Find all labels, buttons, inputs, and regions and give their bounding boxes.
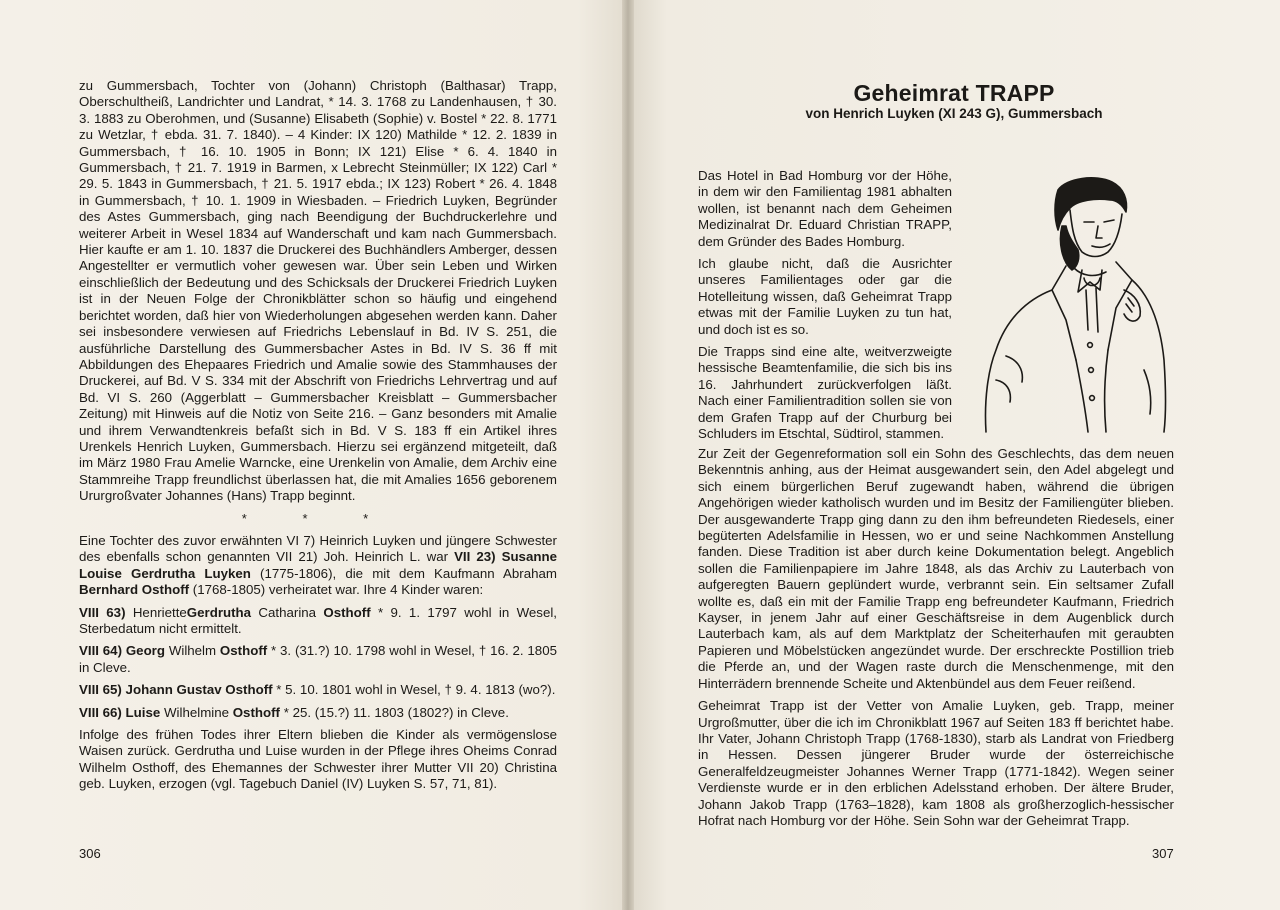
child-entry [79, 682, 557, 698]
child-entry [79, 643, 557, 676]
child-text: Wilhelmine [160, 704, 233, 720]
intro-bold-name: VII 23) Susanne Louise Gerdrutha Luyken [79, 549, 557, 581]
child-text: Wilhelm [164, 643, 220, 659]
article-body [698, 446, 1174, 835]
article-paragraph: Geheimrat Trapp ist der Vetter von Amalie Luyken, geb. Trapp, meiner Urgroßmutter, über die ich im Chronikblatt 1967 auf Seiten 183 ff berichtet habe. Ihr Vater, Johann Christoph Trapp (1768-1830), starb als Landrat von Friedberg in Hessen. Dessen jüngerer Bruder wurde der österreichische Generalfeldzeugmeister Johannes Werner Trapp (1771-1842). Wegen seiner Verdienste wurde er in den erblichen Adelsstand erhoben. Der ältere Bruder, Johann Jakob Trapp (1763–1828), kam 1808 als großherzoglich-hessischer Hofrat nach Homburg vor der Höhe. Sein Sohn war der Geheimrat Trapp. [698, 698, 1174, 828]
article-paragraph: Das Hotel in Bad Homburg vor der Höhe, in dem wir den Familientag 1981 abhalten wollen, ist benannt nach dem Geheimen Medizinalrat Dr. Eduard Christian TRAPP, dem Gründer des Bades Homburg. [698, 168, 952, 249]
child-id: VIII 63) [79, 604, 126, 620]
article-title: Geheimrat TRAPP [853, 80, 1055, 106]
article-paragraph: Zur Zeit der Gegenreformation soll ein Sohn des Geschlechts, das dem neuen Bekenntnis anhing, aus der Heimat ausgewandert sein, den Adel abgelegt und sich einem bürgerlichen Beruf zugewandt haben, während die übrigen Angehörigen wieder katholisch wurden und im Besitz der Familiengüter blieben. Der ausgewanderte Trapp ging dann zu den ihm befreundeten Riedesels, einer begüterten Adelsfamilie in Hessen, wo er und seine Nachkommen Anstellung fanden. Diese Tradition ist aber durch keine Dokumentation belegt. Angeblich sollen die Familienpapiere im Jahre 1848, als das Archiv zu Lauterbach von aufgeregten Bauern geplündert wurde, verbrannt sein. Ein seltsamer Zufall wollte es, daß ein mit der Familie Trapp eng befreundeter Kaufmann, Friedrich Kayser, in jenem Jahr auf einer Geschäftsreise in dem Augenblick durch Lauterbach kam, als auf dem Marktplatz der Scheiterhaufen mit geraubten Papieren und Möbelstücken angezündet wurde. Der erschreckte Postillion trieb die Pferde an, und der Wagen raste durch die Menschenmenge, mit den Hinterrädern brennende Scheite und Aktenbündel aus dem Feuer reißend. [698, 446, 1174, 691]
child-name: Gerdrutha [186, 604, 252, 620]
intro-bold-name: Bernhard Osthoff [79, 582, 190, 598]
child-entry [79, 705, 557, 721]
book-gutter [622, 0, 634, 910]
child-surname: Osthoff [232, 704, 280, 720]
child-text: Catharina [251, 604, 324, 620]
child-id: VIII 65) Johann Gustav Osthoff [79, 682, 273, 698]
article-paragraph: Die Trapps sind eine alte, weitverzweigte hessische Beamtenfamilie, die sich bis ins 16. Jahrhundert zurückverfolgen läßt. Nach einer Familientradition sollen sie von dem Grafen Trapp auf der Churburg bei Schluders im Etschtal, Südtirol, stammen. [698, 344, 952, 442]
child-text: * 9. 1. 1797 wohl in Wesel, Sterbedatum nicht ermittelt. [79, 604, 557, 636]
child-surname: Osthoff [219, 643, 268, 659]
intro-text: (1775-1806), die mit dem Kaufmann Abraham [250, 565, 557, 581]
child-id: VIII 64) Georg [79, 643, 165, 659]
intro-text: Eine Tochter des zuvor erwähnten VI 7) Heinrich Luyken und jüngere Schwester des ebenfalls schon genannten VII 21) Joh. Heinrich L. war [79, 532, 557, 565]
child-surname: Osthoff [323, 604, 371, 620]
child-id: VIII 66) Luise [79, 704, 161, 720]
article-paragraph: Ich glaube nicht, daß die Ausrichter unseres Familientages oder gar die Hotelleitung wissen, daß Geheimrat Trapp etwas mit der Familie Luyken zu tun hat, und doch ist es so. [698, 256, 952, 337]
page-number-left: 306 [79, 846, 101, 861]
intro-paragraph [79, 533, 557, 599]
article-byline: von Henrich Luyken (XI 243 G), Gummersbach [805, 106, 1103, 121]
child-entry [79, 605, 557, 638]
child-text: * 3. (31.?) 10. 1798 wohl in Wesel, † 16. 2. 1805 in Cleve. [79, 643, 557, 675]
child-text: * 5. 10. 1801 wohl in Wesel, † 9. 4. 1813 (wo?). [272, 682, 556, 698]
child-text: Henriette [125, 604, 187, 620]
child-text: * 25. (15.?) 11. 1803 (1802?) in Cleve. [280, 704, 509, 720]
article-intro-column [698, 168, 952, 449]
left-paragraph: zu Gummersbach, Tochter von (Johann) Christoph (Balthasar) Trapp, Oberschultheiß, Landrichter und Landrat, * 14. 3. 1768 zu Landenhausen, † 30. 3. 1883 zu Oberohmen, und (Susanne) Elisabeth (Sophie) v. Bostel * 22. 8. 1771 zu Wetzlar, † ebda. 31. 7. 1840). – 4 Kinder: IX 120) Mathilde * 12. 2. 1839 in Gummersbach, † 16. 10. 1905 in Bonn; IX 121) Elise * 6. 4. 1840 in Gummersbach, † 21. 7. 1919 in Barmen, x Lebrecht Steinmüller; IX 122) Carl * 29. 5. 1843 in Gummersbach, † 21. 5. 1917 ebda.; IX 123) Robert * 26. 4. 1848 in Gummersbach, † 10. 1. 1909 in Wiesbaden. – Friedrich Luyken, Begründer des Astes Gummersbach, ging nach Beendigung der Buchdruckerlehre und weiterer Arbeit in Wesel 1834 auf Wanderschaft und kam nach Gummersbach. Hier kaufte er am 1. 10. 1837 die Druckerei des Buchhändlers Amberger, dessen Angestellter er vermutlich voher gewesen war. Über sein Leben und Wirken einschließlich der Bedeutung und des Schicksals der Druckerei Friedrich Luyken ist in der Neuen Folge der Chronikblätter schon so häufig und eingehend berichtet worden, daß hier von Wiederholungen abgesehen werden kann. Daher sei insbesondere verwiesen auf Friedrichs Lebenslauf in Bd. IV S. 251, die ausführliche Darstellung des Gummersbacher Astes in Bd. IV S. 36 ff mit Abbildungen des Ehepaares Friedrich und Amalie sowie des Stammhauses der Druckerei, auf Bd. V S. 334 mit der Abschrift von Friedrichs Lehrvertrag und auf Bd. VI S. 260 (Aggerblatt – Gummersbacher Kreisblatt – Gummersbacher Zeitung) mit Hinweis auf die Notiz von Seite 216. – Ganz besonders mit Amalie und ihrem Verwandtenkreis befaßt sich in Bd. V S. 183 ff ein Artikel ihres Urenkels Henrich Luyken, Gummersbach. Hierzu sei ergänzend mitgeteilt, daß im März 1980 Frau Amelie Warncke, eine Urenkelin von Amalie, dem Archiv eine Stammreihe Trapp freundlichst überlassen hat, die mit Amalies 1656 geborenem Ururgroßvater Johannes (Hans) Trapp beginnt. [79, 78, 557, 504]
left-page-text [79, 78, 557, 799]
portrait-illustration [966, 170, 1176, 440]
closing-paragraph: Infolge des frühen Todes ihrer Eltern blieben die Kinder als vermögenslose Waisen zurück. Gerdrutha und Luise wurden in der Pflege ihres Oheims Conrad Wilhelm Osthoff, des Ehemannes der Schwester ihrer Mutter VII 20) Christina geb. Luyken, erzogen (vgl. Tagebuch Daniel (IV) Luyken S. 57, 71, 81). [79, 727, 557, 792]
intro-text: (1768-1805) verheiratet war. Ihre 4 Kinder waren: [189, 582, 484, 598]
page-number-right: 307 [1152, 846, 1174, 861]
section-separator: * * * [241, 510, 395, 526]
